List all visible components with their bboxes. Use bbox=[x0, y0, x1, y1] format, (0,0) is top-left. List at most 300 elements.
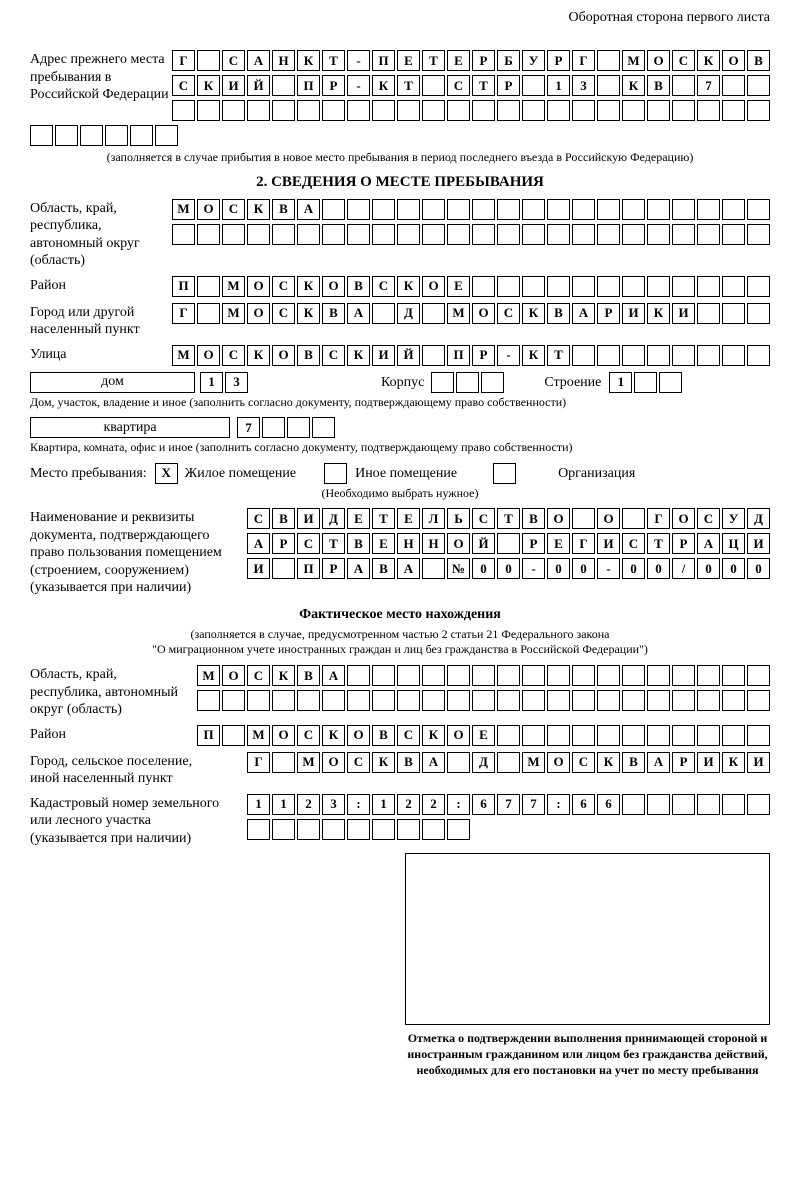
char-box[interactable]: Р bbox=[472, 345, 495, 366]
char-box[interactable] bbox=[697, 665, 720, 686]
char-box[interactable] bbox=[287, 417, 310, 438]
char-box[interactable] bbox=[312, 417, 335, 438]
char-box[interactable]: Т bbox=[322, 533, 345, 554]
char-box[interactable]: Г bbox=[572, 533, 595, 554]
char-box[interactable] bbox=[697, 794, 720, 815]
char-box[interactable] bbox=[372, 665, 395, 686]
char-box[interactable] bbox=[647, 725, 670, 746]
char-box[interactable] bbox=[722, 224, 745, 245]
char-box[interactable]: С bbox=[297, 533, 320, 554]
char-box[interactable] bbox=[197, 100, 220, 121]
char-box[interactable]: Г bbox=[572, 50, 595, 71]
char-box[interactable]: 0 bbox=[622, 558, 645, 579]
char-box[interactable] bbox=[722, 665, 745, 686]
char-box[interactable]: М bbox=[197, 665, 220, 686]
char-box[interactable]: П bbox=[297, 75, 320, 96]
char-box[interactable]: Р bbox=[322, 558, 345, 579]
char-box[interactable] bbox=[30, 125, 53, 146]
char-box[interactable] bbox=[597, 345, 620, 366]
char-box[interactable] bbox=[634, 372, 657, 393]
char-box[interactable] bbox=[572, 276, 595, 297]
char-box[interactable] bbox=[697, 100, 720, 121]
char-box[interactable]: М bbox=[222, 276, 245, 297]
char-box[interactable]: К bbox=[372, 752, 395, 773]
char-box[interactable] bbox=[722, 345, 745, 366]
char-box[interactable] bbox=[547, 224, 570, 245]
char-box[interactable] bbox=[422, 665, 445, 686]
char-box[interactable] bbox=[472, 199, 495, 220]
char-box[interactable]: О bbox=[322, 276, 345, 297]
char-box[interactable]: Р bbox=[547, 50, 570, 71]
char-box[interactable]: 0 bbox=[472, 558, 495, 579]
char-box[interactable]: Ь bbox=[447, 508, 470, 529]
char-box[interactable]: - bbox=[347, 75, 370, 96]
char-box[interactable]: С bbox=[497, 303, 520, 324]
char-box[interactable]: В bbox=[622, 752, 645, 773]
char-box[interactable] bbox=[447, 199, 470, 220]
char-box[interactable] bbox=[572, 690, 595, 711]
char-box[interactable]: К bbox=[522, 345, 545, 366]
char-box[interactable] bbox=[597, 665, 620, 686]
char-box[interactable] bbox=[497, 276, 520, 297]
char-box[interactable] bbox=[647, 199, 670, 220]
char-box[interactable] bbox=[272, 752, 295, 773]
char-box[interactable]: 6 bbox=[472, 794, 495, 815]
char-box[interactable] bbox=[747, 345, 770, 366]
char-box[interactable]: Г bbox=[172, 50, 195, 71]
char-box[interactable]: К bbox=[297, 50, 320, 71]
char-box[interactable]: 0 bbox=[647, 558, 670, 579]
char-box[interactable]: Т bbox=[422, 50, 445, 71]
char-box[interactable] bbox=[472, 224, 495, 245]
char-box[interactable] bbox=[247, 819, 270, 840]
char-box[interactable]: О bbox=[547, 508, 570, 529]
char-box[interactable]: Р bbox=[322, 75, 345, 96]
char-box[interactable] bbox=[497, 752, 520, 773]
char-box[interactable] bbox=[197, 224, 220, 245]
char-box[interactable] bbox=[672, 224, 695, 245]
char-box[interactable]: А bbox=[572, 303, 595, 324]
char-box[interactable] bbox=[372, 690, 395, 711]
char-box[interactable]: 1 bbox=[547, 75, 570, 96]
char-box[interactable]: Р bbox=[597, 303, 620, 324]
char-box[interactable] bbox=[497, 725, 520, 746]
char-box[interactable]: В bbox=[272, 199, 295, 220]
char-box[interactable]: - bbox=[497, 345, 520, 366]
char-box[interactable]: Р bbox=[272, 533, 295, 554]
char-box[interactable] bbox=[447, 100, 470, 121]
char-box[interactable]: И bbox=[297, 508, 320, 529]
char-box[interactable]: Р bbox=[672, 533, 695, 554]
char-box[interactable]: В bbox=[347, 533, 370, 554]
char-box[interactable]: М bbox=[297, 752, 320, 773]
char-box[interactable]: В bbox=[747, 50, 770, 71]
char-box[interactable] bbox=[272, 558, 295, 579]
char-box[interactable] bbox=[697, 276, 720, 297]
char-box[interactable]: Й bbox=[397, 345, 420, 366]
char-box[interactable]: К bbox=[322, 725, 345, 746]
char-box[interactable] bbox=[647, 276, 670, 297]
char-box[interactable]: Р bbox=[522, 533, 545, 554]
char-box[interactable] bbox=[397, 819, 420, 840]
char-box[interactable] bbox=[472, 665, 495, 686]
char-box[interactable] bbox=[397, 100, 420, 121]
char-box[interactable] bbox=[597, 199, 620, 220]
char-box[interactable] bbox=[497, 199, 520, 220]
char-box[interactable]: Л bbox=[422, 508, 445, 529]
char-box[interactable]: 0 bbox=[747, 558, 770, 579]
char-box[interactable]: С bbox=[672, 50, 695, 71]
char-box[interactable]: Д bbox=[322, 508, 345, 529]
char-box[interactable]: С bbox=[297, 725, 320, 746]
char-box[interactable] bbox=[347, 665, 370, 686]
char-box[interactable] bbox=[522, 690, 545, 711]
char-box[interactable]: 7 bbox=[237, 417, 260, 438]
checkbox-residential[interactable]: X bbox=[155, 463, 178, 484]
char-box[interactable]: С bbox=[222, 199, 245, 220]
char-box[interactable] bbox=[522, 224, 545, 245]
char-box[interactable] bbox=[597, 100, 620, 121]
char-box[interactable]: К bbox=[247, 199, 270, 220]
char-box[interactable] bbox=[697, 199, 720, 220]
char-box[interactable] bbox=[372, 224, 395, 245]
char-box[interactable] bbox=[672, 100, 695, 121]
char-box[interactable] bbox=[247, 100, 270, 121]
char-box[interactable]: О bbox=[422, 276, 445, 297]
char-box[interactable] bbox=[547, 199, 570, 220]
char-box[interactable]: И bbox=[672, 303, 695, 324]
char-box[interactable]: 7 bbox=[497, 794, 520, 815]
char-box[interactable] bbox=[347, 224, 370, 245]
char-box[interactable] bbox=[747, 794, 770, 815]
char-box[interactable] bbox=[522, 725, 545, 746]
char-box[interactable] bbox=[597, 224, 620, 245]
char-box[interactable] bbox=[172, 224, 195, 245]
char-box[interactable] bbox=[597, 690, 620, 711]
char-box[interactable]: С bbox=[697, 508, 720, 529]
char-box[interactable] bbox=[597, 276, 620, 297]
char-box[interactable] bbox=[272, 690, 295, 711]
char-box[interactable] bbox=[722, 690, 745, 711]
char-box[interactable]: М bbox=[447, 303, 470, 324]
char-box[interactable] bbox=[572, 100, 595, 121]
char-box[interactable]: О bbox=[672, 508, 695, 529]
char-box[interactable]: 2 bbox=[422, 794, 445, 815]
char-box[interactable] bbox=[197, 276, 220, 297]
char-box[interactable]: Е bbox=[372, 533, 395, 554]
char-box[interactable]: С bbox=[447, 75, 470, 96]
char-box[interactable] bbox=[722, 794, 745, 815]
char-box[interactable] bbox=[322, 690, 345, 711]
char-box[interactable]: П bbox=[447, 345, 470, 366]
char-box[interactable] bbox=[222, 690, 245, 711]
char-box[interactable] bbox=[622, 199, 645, 220]
char-box[interactable]: К bbox=[697, 50, 720, 71]
char-box[interactable]: : bbox=[547, 794, 570, 815]
char-box[interactable] bbox=[572, 508, 595, 529]
char-box[interactable]: С bbox=[172, 75, 195, 96]
char-box[interactable]: 0 bbox=[547, 558, 570, 579]
char-box[interactable]: 0 bbox=[497, 558, 520, 579]
char-box[interactable] bbox=[747, 224, 770, 245]
char-box[interactable]: С bbox=[622, 533, 645, 554]
char-box[interactable] bbox=[522, 199, 545, 220]
char-box[interactable] bbox=[372, 819, 395, 840]
char-box[interactable]: К bbox=[297, 276, 320, 297]
char-box[interactable]: А bbox=[247, 533, 270, 554]
char-box[interactable] bbox=[697, 725, 720, 746]
char-box[interactable]: Н bbox=[422, 533, 445, 554]
char-box[interactable]: - bbox=[347, 50, 370, 71]
char-box[interactable]: Е bbox=[447, 276, 470, 297]
char-box[interactable]: К bbox=[422, 725, 445, 746]
char-box[interactable] bbox=[622, 276, 645, 297]
char-box[interactable] bbox=[622, 224, 645, 245]
char-box[interactable]: Й bbox=[247, 75, 270, 96]
char-box[interactable]: У bbox=[522, 50, 545, 71]
char-box[interactable] bbox=[372, 100, 395, 121]
char-box[interactable]: В bbox=[372, 558, 395, 579]
char-box[interactable]: 1 bbox=[200, 372, 223, 393]
char-box[interactable] bbox=[747, 276, 770, 297]
char-box[interactable]: : bbox=[347, 794, 370, 815]
char-box[interactable] bbox=[622, 345, 645, 366]
char-box[interactable]: 3 bbox=[572, 75, 595, 96]
char-box[interactable] bbox=[172, 100, 195, 121]
char-box[interactable] bbox=[647, 665, 670, 686]
char-box[interactable]: В bbox=[347, 276, 370, 297]
char-box[interactable]: К bbox=[722, 752, 745, 773]
char-box[interactable]: С bbox=[247, 508, 270, 529]
char-box[interactable] bbox=[247, 224, 270, 245]
char-box[interactable]: М bbox=[172, 345, 195, 366]
char-box[interactable] bbox=[197, 690, 220, 711]
char-box[interactable] bbox=[497, 665, 520, 686]
char-box[interactable]: П bbox=[172, 276, 195, 297]
char-box[interactable]: О bbox=[547, 752, 570, 773]
char-box[interactable]: 0 bbox=[572, 558, 595, 579]
char-box[interactable]: С bbox=[347, 752, 370, 773]
char-box[interactable]: О bbox=[347, 725, 370, 746]
char-box[interactable] bbox=[472, 690, 495, 711]
char-box[interactable] bbox=[347, 819, 370, 840]
char-box[interactable] bbox=[647, 224, 670, 245]
char-box[interactable]: : bbox=[447, 794, 470, 815]
char-box[interactable] bbox=[247, 690, 270, 711]
char-box[interactable]: 3 bbox=[225, 372, 248, 393]
char-box[interactable]: С bbox=[272, 303, 295, 324]
char-box[interactable]: 7 bbox=[697, 75, 720, 96]
char-box[interactable] bbox=[547, 725, 570, 746]
char-box[interactable] bbox=[672, 794, 695, 815]
char-box[interactable]: 1 bbox=[609, 372, 632, 393]
char-box[interactable] bbox=[297, 224, 320, 245]
char-box[interactable]: Г bbox=[247, 752, 270, 773]
char-box[interactable] bbox=[647, 690, 670, 711]
char-box[interactable] bbox=[672, 690, 695, 711]
char-box[interactable]: Г bbox=[172, 303, 195, 324]
char-box[interactable]: К bbox=[597, 752, 620, 773]
char-box[interactable]: С bbox=[472, 508, 495, 529]
char-box[interactable]: П bbox=[372, 50, 395, 71]
char-box[interactable] bbox=[722, 725, 745, 746]
char-box[interactable] bbox=[422, 303, 445, 324]
char-box[interactable]: Т bbox=[497, 508, 520, 529]
char-box[interactable] bbox=[422, 224, 445, 245]
char-box[interactable] bbox=[222, 725, 245, 746]
char-box[interactable] bbox=[347, 100, 370, 121]
char-box[interactable]: Ц bbox=[722, 533, 745, 554]
char-box[interactable]: В bbox=[297, 665, 320, 686]
char-box[interactable] bbox=[747, 690, 770, 711]
char-box[interactable]: Т bbox=[472, 75, 495, 96]
char-box[interactable] bbox=[547, 100, 570, 121]
char-box[interactable]: П bbox=[297, 558, 320, 579]
char-box[interactable] bbox=[622, 100, 645, 121]
char-box[interactable] bbox=[747, 303, 770, 324]
char-box[interactable]: Р bbox=[672, 752, 695, 773]
char-box[interactable] bbox=[422, 819, 445, 840]
char-box[interactable]: О bbox=[722, 50, 745, 71]
char-box[interactable]: 0 bbox=[697, 558, 720, 579]
char-box[interactable]: С bbox=[572, 752, 595, 773]
char-box[interactable] bbox=[572, 345, 595, 366]
char-box[interactable]: А bbox=[397, 558, 420, 579]
char-box[interactable]: О bbox=[197, 345, 220, 366]
char-box[interactable] bbox=[372, 199, 395, 220]
char-box[interactable]: У bbox=[722, 508, 745, 529]
char-box[interactable]: А bbox=[422, 752, 445, 773]
char-box[interactable] bbox=[647, 794, 670, 815]
char-box[interactable]: Т bbox=[322, 50, 345, 71]
char-box[interactable] bbox=[397, 224, 420, 245]
char-box[interactable] bbox=[547, 276, 570, 297]
char-box[interactable]: - bbox=[522, 558, 545, 579]
char-box[interactable] bbox=[747, 75, 770, 96]
char-box[interactable] bbox=[572, 725, 595, 746]
char-box[interactable] bbox=[572, 665, 595, 686]
char-box[interactable] bbox=[472, 276, 495, 297]
char-box[interactable] bbox=[622, 794, 645, 815]
char-box[interactable] bbox=[447, 752, 470, 773]
char-box[interactable] bbox=[422, 345, 445, 366]
char-box[interactable]: Б bbox=[497, 50, 520, 71]
char-box[interactable] bbox=[697, 345, 720, 366]
char-box[interactable] bbox=[297, 690, 320, 711]
char-box[interactable]: В bbox=[547, 303, 570, 324]
char-box[interactable] bbox=[622, 725, 645, 746]
char-box[interactable] bbox=[272, 224, 295, 245]
char-box[interactable]: С bbox=[247, 665, 270, 686]
char-box[interactable] bbox=[422, 558, 445, 579]
char-box[interactable] bbox=[272, 75, 295, 96]
char-box[interactable]: 2 bbox=[297, 794, 320, 815]
char-box[interactable]: В bbox=[322, 303, 345, 324]
char-box[interactable] bbox=[572, 224, 595, 245]
char-box[interactable] bbox=[597, 75, 620, 96]
char-box[interactable] bbox=[622, 665, 645, 686]
char-box[interactable]: Е bbox=[397, 508, 420, 529]
char-box[interactable]: Е bbox=[547, 533, 570, 554]
char-box[interactable] bbox=[155, 125, 178, 146]
char-box[interactable]: Е bbox=[397, 50, 420, 71]
char-box[interactable]: О bbox=[222, 665, 245, 686]
char-box[interactable]: - bbox=[597, 558, 620, 579]
char-box[interactable]: И bbox=[597, 533, 620, 554]
char-box[interactable]: А bbox=[247, 50, 270, 71]
char-box[interactable]: М bbox=[222, 303, 245, 324]
char-box[interactable]: К bbox=[272, 665, 295, 686]
char-box[interactable]: Й bbox=[472, 533, 495, 554]
char-box[interactable]: И bbox=[247, 558, 270, 579]
char-box[interactable] bbox=[697, 303, 720, 324]
char-box[interactable] bbox=[522, 665, 545, 686]
char-box[interactable]: К bbox=[297, 303, 320, 324]
char-box[interactable]: В bbox=[522, 508, 545, 529]
char-box[interactable] bbox=[456, 372, 479, 393]
char-box[interactable] bbox=[422, 690, 445, 711]
char-box[interactable] bbox=[672, 725, 695, 746]
char-box[interactable]: А bbox=[322, 665, 345, 686]
char-box[interactable]: 1 bbox=[372, 794, 395, 815]
char-box[interactable]: А bbox=[347, 303, 370, 324]
char-box[interactable] bbox=[130, 125, 153, 146]
char-box[interactable]: И bbox=[622, 303, 645, 324]
char-box[interactable] bbox=[55, 125, 78, 146]
char-box[interactable] bbox=[372, 303, 395, 324]
char-box[interactable]: О bbox=[447, 725, 470, 746]
char-box[interactable]: И bbox=[697, 752, 720, 773]
char-box[interactable]: А bbox=[347, 558, 370, 579]
char-box[interactable]: О bbox=[272, 725, 295, 746]
char-box[interactable] bbox=[197, 303, 220, 324]
char-box[interactable]: К bbox=[247, 345, 270, 366]
char-box[interactable] bbox=[497, 690, 520, 711]
char-box[interactable] bbox=[622, 508, 645, 529]
char-box[interactable] bbox=[472, 100, 495, 121]
char-box[interactable] bbox=[322, 819, 345, 840]
char-box[interactable]: Н bbox=[272, 50, 295, 71]
char-box[interactable]: М bbox=[522, 752, 545, 773]
char-box[interactable]: С bbox=[372, 276, 395, 297]
char-box[interactable]: В bbox=[272, 508, 295, 529]
char-box[interactable]: Д bbox=[747, 508, 770, 529]
char-box[interactable] bbox=[447, 224, 470, 245]
char-box[interactable]: А bbox=[697, 533, 720, 554]
char-box[interactable] bbox=[322, 199, 345, 220]
char-box[interactable]: И bbox=[372, 345, 395, 366]
char-box[interactable] bbox=[522, 276, 545, 297]
char-box[interactable] bbox=[422, 100, 445, 121]
char-box[interactable] bbox=[105, 125, 128, 146]
char-box[interactable] bbox=[397, 665, 420, 686]
char-box[interactable]: 7 bbox=[522, 794, 545, 815]
char-box[interactable] bbox=[222, 224, 245, 245]
char-box[interactable] bbox=[497, 224, 520, 245]
char-box[interactable] bbox=[297, 100, 320, 121]
char-box[interactable] bbox=[447, 665, 470, 686]
char-box[interactable]: К bbox=[522, 303, 545, 324]
char-box[interactable] bbox=[522, 100, 545, 121]
char-box[interactable]: К bbox=[197, 75, 220, 96]
char-box[interactable]: Т bbox=[372, 508, 395, 529]
char-box[interactable] bbox=[497, 533, 520, 554]
char-box[interactable] bbox=[722, 303, 745, 324]
char-box[interactable]: М bbox=[172, 199, 195, 220]
char-box[interactable]: М bbox=[622, 50, 645, 71]
char-box[interactable] bbox=[747, 199, 770, 220]
char-box[interactable] bbox=[297, 819, 320, 840]
